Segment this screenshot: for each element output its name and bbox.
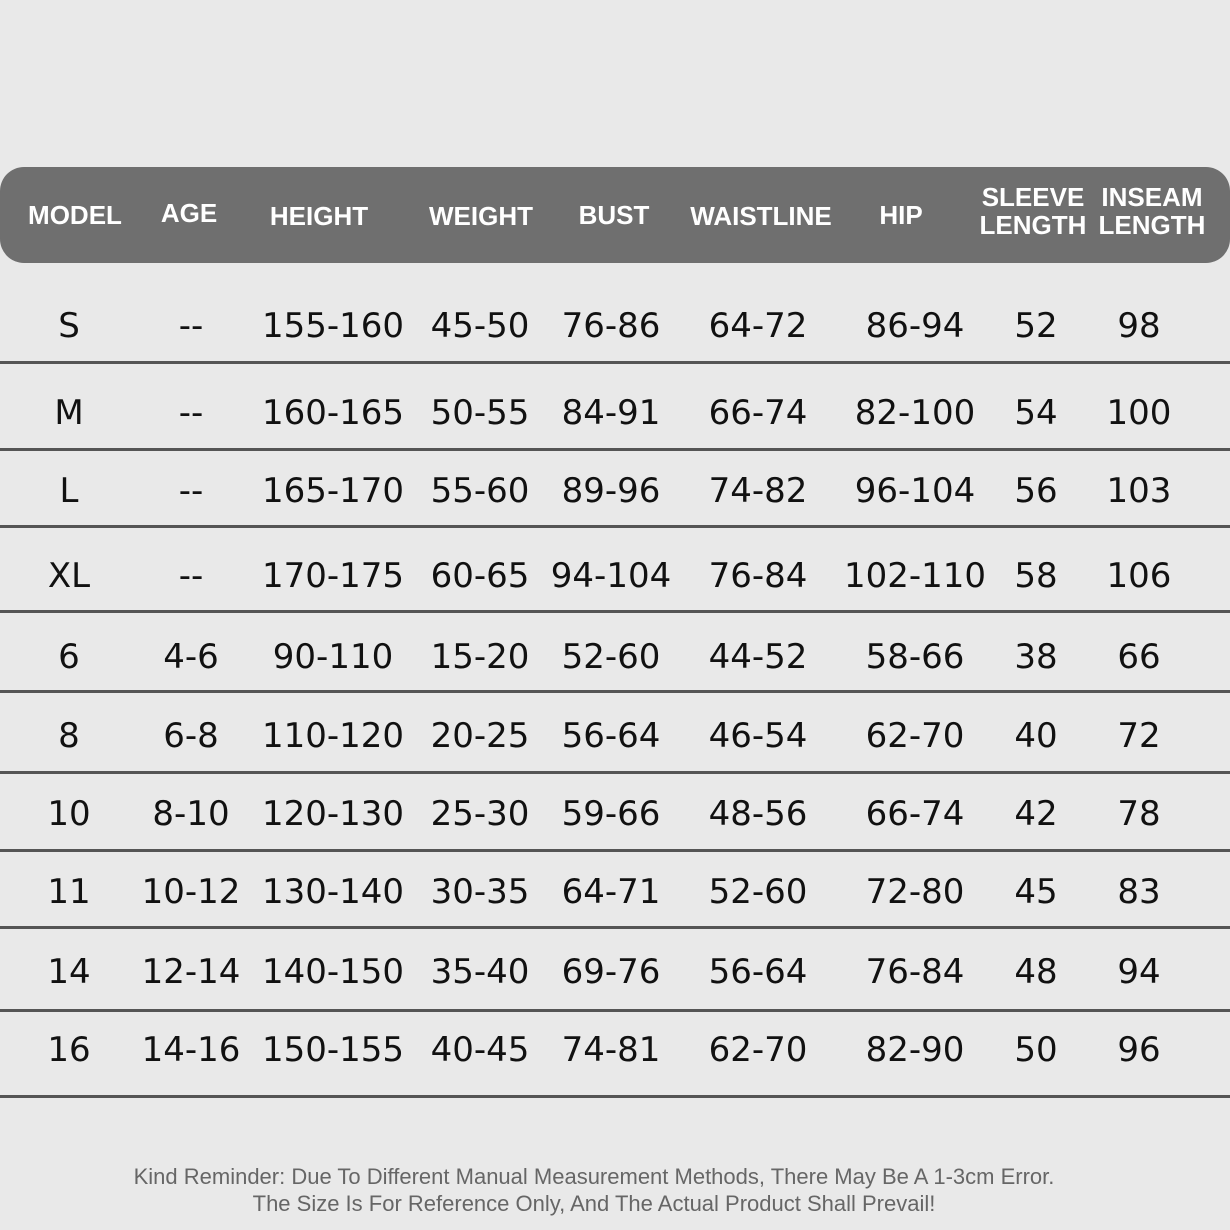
cell-age: -- bbox=[178, 393, 204, 433]
cell-hip: 76-84 bbox=[865, 952, 965, 992]
cell-model: XL bbox=[47, 556, 91, 596]
cell-weight: 45-50 bbox=[430, 306, 530, 346]
header-hip: HIP bbox=[879, 200, 923, 230]
cell-weight: 15-20 bbox=[430, 637, 530, 677]
cell-age: 4-6 bbox=[163, 637, 219, 677]
cell-age: 12-14 bbox=[141, 952, 241, 992]
cell-inseam-length: 106 bbox=[1106, 556, 1172, 596]
header-sleeve-length bbox=[980, 183, 1087, 239]
table-header bbox=[0, 167, 1230, 263]
cell-bust: 74-81 bbox=[561, 1030, 661, 1070]
cell-weight: 35-40 bbox=[430, 952, 530, 992]
cell-height: 140-150 bbox=[261, 952, 405, 992]
cell-inseam-length: 94 bbox=[1117, 952, 1161, 992]
row-divider bbox=[0, 849, 1230, 852]
cell-inseam-length: 103 bbox=[1106, 471, 1172, 511]
cell-weight: 55-60 bbox=[430, 471, 530, 511]
row-divider bbox=[0, 771, 1230, 774]
cell-hip: 86-94 bbox=[865, 306, 965, 346]
cell-age: -- bbox=[178, 556, 204, 596]
cell-waistline: 44-52 bbox=[708, 637, 808, 677]
cell-hip: 66-74 bbox=[865, 794, 965, 834]
cell-waistline: 52-60 bbox=[708, 872, 808, 912]
cell-hip: 82-90 bbox=[865, 1030, 965, 1070]
cell-model: 10 bbox=[47, 794, 91, 834]
cell-height: 130-140 bbox=[261, 872, 405, 912]
cell-weight: 20-25 bbox=[430, 716, 530, 756]
cell-inseam-length: 72 bbox=[1117, 716, 1161, 756]
cell-height: 150-155 bbox=[261, 1030, 405, 1070]
cell-age: 8-10 bbox=[152, 794, 230, 834]
cell-waistline: 56-64 bbox=[708, 952, 808, 992]
footer-line-2: The Size Is For Reference Only, And The Actual Product Shall Prevail! bbox=[252, 1191, 936, 1216]
header-sleeve-length-line2: LENGTH bbox=[979, 210, 1087, 240]
cell-sleeve-length: 42 bbox=[1014, 794, 1058, 834]
cell-bust: 76-86 bbox=[561, 306, 661, 346]
cell-bust: 84-91 bbox=[561, 393, 661, 433]
cell-waistline: 48-56 bbox=[708, 794, 808, 834]
cell-height: 160-165 bbox=[261, 393, 405, 433]
cell-inseam-length: 98 bbox=[1117, 306, 1161, 346]
row-divider bbox=[0, 525, 1230, 528]
cell-model: 16 bbox=[47, 1030, 91, 1070]
cell-model: S bbox=[58, 306, 80, 346]
cell-waistline: 64-72 bbox=[708, 306, 808, 346]
row-divider bbox=[0, 926, 1230, 929]
cell-bust: 52-60 bbox=[561, 637, 661, 677]
header-waistline: WAISTLINE bbox=[690, 201, 832, 231]
header-sleeve-length-line1: SLEEVE bbox=[981, 182, 1085, 212]
cell-waistline: 62-70 bbox=[708, 1030, 808, 1070]
cell-height: 165-170 bbox=[261, 471, 405, 511]
cell-inseam-length: 83 bbox=[1117, 872, 1161, 912]
cell-age: 14-16 bbox=[141, 1030, 241, 1070]
cell-hip: 62-70 bbox=[865, 716, 965, 756]
cell-age: 6-8 bbox=[163, 716, 219, 756]
cell-height: 90-110 bbox=[272, 637, 394, 677]
cell-height: 170-175 bbox=[261, 556, 405, 596]
cell-weight: 30-35 bbox=[430, 872, 530, 912]
cell-inseam-length: 78 bbox=[1117, 794, 1161, 834]
header-height: HEIGHT bbox=[269, 201, 369, 231]
cell-hip: 58-66 bbox=[865, 637, 965, 677]
cell-inseam-length: 96 bbox=[1117, 1030, 1161, 1070]
cell-model: M bbox=[54, 393, 84, 433]
cell-sleeve-length: 58 bbox=[1014, 556, 1058, 596]
header-weight: WEIGHT bbox=[429, 201, 533, 231]
cell-height: 110-120 bbox=[261, 716, 405, 756]
cell-sleeve-length: 45 bbox=[1014, 872, 1058, 912]
cell-bust: 94-104 bbox=[550, 556, 672, 596]
cell-inseam-length: 100 bbox=[1106, 393, 1172, 433]
cell-weight: 25-30 bbox=[430, 794, 530, 834]
cell-bust: 64-71 bbox=[561, 872, 661, 912]
cell-hip: 102-110 bbox=[843, 556, 987, 596]
cell-waistline: 76-84 bbox=[708, 556, 808, 596]
cell-hip: 82-100 bbox=[854, 393, 976, 433]
footer-note bbox=[0, 1163, 1188, 1217]
cell-model: 8 bbox=[58, 716, 80, 756]
cell-model: 6 bbox=[58, 637, 80, 677]
header-model: MODEL bbox=[28, 200, 122, 230]
header-bust: BUST bbox=[578, 200, 650, 230]
cell-sleeve-length: 40 bbox=[1014, 716, 1058, 756]
cell-sleeve-length: 38 bbox=[1014, 637, 1058, 677]
row-divider bbox=[0, 361, 1230, 364]
header-inseam-length bbox=[1099, 183, 1206, 239]
cell-model: 11 bbox=[47, 872, 91, 912]
cell-sleeve-length: 50 bbox=[1014, 1030, 1058, 1070]
cell-sleeve-length: 54 bbox=[1014, 393, 1058, 433]
footer-line-1: Kind Reminder: Due To Different Manual Measurement Methods, There May Be A 1-3cm Error. bbox=[133, 1164, 1055, 1189]
cell-age: -- bbox=[178, 471, 204, 511]
row-divider bbox=[0, 1009, 1230, 1012]
row-divider bbox=[0, 690, 1230, 693]
row-divider bbox=[0, 1095, 1230, 1098]
cell-weight: 40-45 bbox=[430, 1030, 530, 1070]
cell-sleeve-length: 56 bbox=[1014, 471, 1058, 511]
cell-waistline: 74-82 bbox=[708, 471, 808, 511]
cell-hip: 72-80 bbox=[865, 872, 965, 912]
row-divider bbox=[0, 610, 1230, 613]
cell-inseam-length: 66 bbox=[1117, 637, 1161, 677]
cell-bust: 56-64 bbox=[561, 716, 661, 756]
cell-weight: 60-65 bbox=[430, 556, 530, 596]
cell-model: L bbox=[59, 471, 79, 511]
cell-model: 14 bbox=[47, 952, 91, 992]
cell-hip: 96-104 bbox=[854, 471, 976, 511]
cell-sleeve-length: 52 bbox=[1014, 306, 1058, 346]
cell-bust: 59-66 bbox=[561, 794, 661, 834]
cell-waistline: 46-54 bbox=[708, 716, 808, 756]
cell-weight: 50-55 bbox=[430, 393, 530, 433]
cell-sleeve-length: 48 bbox=[1014, 952, 1058, 992]
cell-waistline: 66-74 bbox=[708, 393, 808, 433]
cell-age: -- bbox=[178, 306, 204, 346]
cell-bust: 89-96 bbox=[561, 471, 661, 511]
row-divider bbox=[0, 448, 1230, 451]
header-inseam-length-line1: INSEAM bbox=[1101, 182, 1203, 212]
cell-age: 10-12 bbox=[141, 872, 241, 912]
header-age: AGE bbox=[160, 198, 218, 228]
cell-bust: 69-76 bbox=[561, 952, 661, 992]
cell-height: 120-130 bbox=[261, 794, 405, 834]
header-inseam-length-line2: LENGTH bbox=[1098, 210, 1206, 240]
cell-height: 155-160 bbox=[261, 306, 405, 346]
